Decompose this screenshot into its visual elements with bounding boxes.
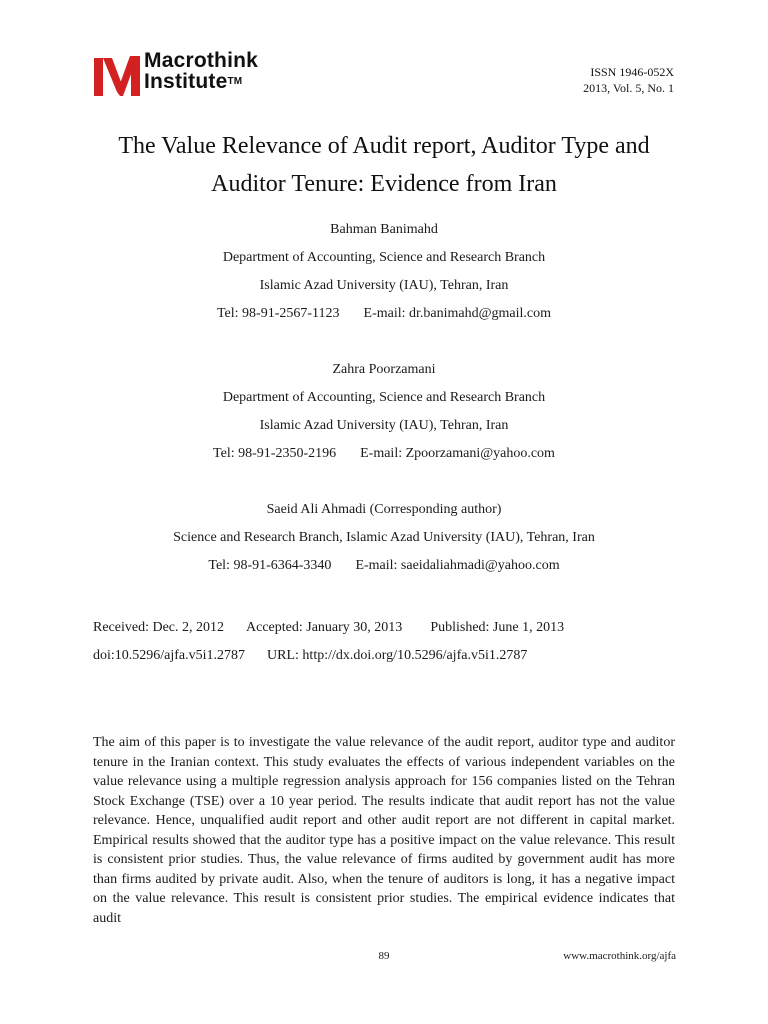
author-email[interactable]: E-mail: Zpoorzamani@yahoo.com — [360, 446, 555, 461]
title-line-1: The Value Relevance of Audit report, Auditor Type and — [118, 133, 650, 159]
author-tel: Tel: 98-91-2350-2196 — [213, 446, 337, 461]
page-header — [0, 0, 768, 110]
author-list — [0, 216, 768, 580]
issn-text: ISSN 1946-052X — [590, 65, 674, 79]
logo-line-1: Macrothink — [144, 49, 259, 72]
author-contact — [0, 552, 768, 580]
author-block — [0, 356, 768, 468]
doi-url-link[interactable]: URL: http://dx.doi.org/10.5296/ajfa.v5i1.2787 — [267, 648, 528, 663]
paper-title — [60, 127, 708, 203]
author-name: Bahman Banimahd — [330, 222, 438, 237]
doi-text: doi:10.5296/ajfa.v5i1.2787 — [93, 648, 246, 663]
journal-website-link[interactable]: www.macrothink.org/ajfa — [563, 950, 676, 962]
date-line — [93, 614, 564, 642]
author-block — [0, 496, 768, 580]
author-dept: Department of Accounting, Science and Research Branch — [222, 390, 546, 405]
author-univ: Islamic Azad University (IAU), Tehran, Iran — [259, 418, 509, 433]
abstract-text: The aim of this paper is to investigate the value relevance of the audit report, auditor type and auditor tenure in the Iranian context. This study evaluates the effects of various independent variables on the value relevance using a multiple regression analysis approach for 156 companies listed on the Tehran Stock Exchange (TSE) over a 10 year period. The results indicate that audit report has not the value relevance. Hence, unqualified audit report and other audit report are not different in capital market. Empirical results showed that the auditor type has a positive impact on the value relevance. This result is consistent prior studies. Thus, the value relevance of firms audited by government audit has more than firms audited by private audit. Also, when the tenure of auditors is long, it has a negative impact on the value relevance. This result is consistent prior studies. The empirical evidence indicates that audit — [93, 735, 675, 926]
author-name: Saeid Ali Ahmadi (Corresponding author) — [266, 502, 502, 517]
author-email[interactable]: E-mail: saeidaliahmadi@yahoo.com — [355, 558, 560, 573]
trademark-mark: TM — [227, 76, 243, 87]
doi-line — [93, 642, 564, 670]
accepted-date: Accepted: January 30, 2013 — [246, 620, 403, 635]
author-contact — [0, 440, 768, 468]
author-block — [0, 216, 768, 328]
author-univ: Islamic Azad University (IAU), Tehran, Iran — [259, 278, 509, 293]
author-univ: Science and Research Branch, Islamic Azad University (IAU), Tehran, Iran — [173, 530, 595, 545]
publisher-logo — [94, 49, 294, 96]
author-email[interactable]: E-mail: dr.banimahd@gmail.com — [363, 306, 551, 321]
author-contact — [0, 300, 768, 328]
logo-line-2: Institute — [144, 70, 228, 93]
author-name: Zahra Poorzamani — [332, 362, 436, 377]
journal-info — [583, 64, 674, 96]
logo-wordmark — [144, 50, 258, 92]
title-line-2: Auditor Tenure: Evidence from Iran — [211, 171, 557, 197]
received-date: Received: Dec. 2, 2012 — [93, 620, 225, 635]
macrothink-m-icon — [94, 52, 140, 96]
author-dept: Department of Accounting, Science and Research Branch — [222, 250, 546, 265]
published-date: Published: June 1, 2013 — [430, 620, 565, 635]
author-tel: Tel: 98-91-6364-3340 — [208, 558, 332, 573]
page-number: 89 — [378, 950, 390, 962]
publication-dates — [93, 614, 564, 670]
volume-text: 2013, Vol. 5, No. 1 — [583, 81, 674, 95]
author-tel: Tel: 98-91-2567-1123 — [216, 306, 340, 321]
